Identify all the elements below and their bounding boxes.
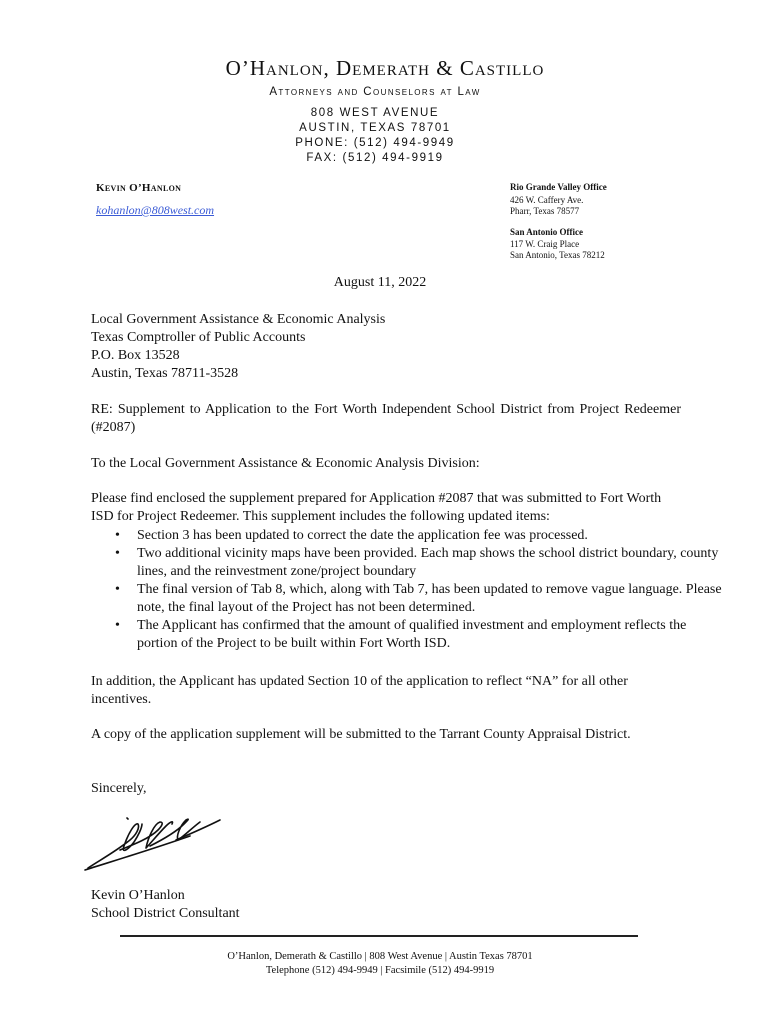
office-rgv-title: Rio Grande Valley Office (510, 182, 607, 192)
recipient-line: Local Government Assistance & Economic Analysis (91, 312, 386, 327)
signer-title: School District Consultant (91, 906, 240, 921)
addition-paragraph: In addition, the Applicant has updated Section 10 of the application to reflect “NA” for all other incentives. (91, 674, 628, 707)
recipient-line: Austin, Texas 78711-3528 (91, 366, 239, 381)
handwritten-signature (80, 810, 230, 875)
office-rgv-street: 426 W. Caffery Ave. (510, 195, 584, 205)
list-item: • The Applicant has confirmed that the amount of qualified investment and employment reflects the portion of the Project to be built within Fort Worth ISD. (137, 617, 727, 653)
salutation: To the Local Government Assistance & Economic Analysis Division: (91, 456, 480, 471)
copy-note-paragraph: A copy of the application supplement will be submitted to the Tarrant County Appraisal District. (91, 727, 631, 742)
closing: Sincerely, (91, 781, 147, 796)
list-item: • The final version of Tab 8, which, along with Tab 7, has been updated to remove vague language. Please note, the final layout of the Project has not been determined. (137, 581, 727, 617)
firm-fax: FAX: (512) 494-9919 (306, 152, 444, 164)
letter-date: August 11, 2022 (333, 275, 427, 290)
firm-subtitle: Attorneys and Counselors at Law (269, 86, 481, 98)
intro-paragraph: Please find enclosed the supplement prepared for Application #2087 that was submitted to Fort Worth ISD for Project Redeemer. This supplement includes the following updated items: (91, 491, 662, 524)
office-sa-city: San Antonio, Texas 78212 (510, 250, 605, 260)
recipient-line: Texas Comptroller of Public Accounts (91, 330, 306, 345)
firm-address-street: 808 WEST AVENUE (310, 107, 440, 119)
signer-name: Kevin O’Hanlon (91, 888, 185, 903)
footer-phone: Telephone (512) 494-9949 | Facsimile (512) 494-9919 (265, 965, 495, 976)
list-item: • Section 3 has been updated to correct the date the application fee was processed. (137, 527, 727, 545)
attorney-name: Kevin O’Hanlon (96, 182, 182, 194)
office-sa-title: San Antonio Office (510, 227, 584, 237)
firm-name: O’Hanlon, Demerath & Castillo (225, 56, 545, 80)
footer-divider (120, 935, 638, 937)
attorney-email-link[interactable]: kohanlon@808west.com (96, 203, 215, 217)
recipient-block (91, 311, 681, 383)
list-item: • Two additional vicinity maps have been provided. Each map shows the school district boundary, county lines, and the reinvestment zone/project boundary (137, 545, 727, 581)
re-line: RE: Supplement to Application to the Fort Worth Independent School District from Project Redeemer (#2087) (91, 402, 681, 435)
updated-items-list (91, 527, 727, 653)
office-sa-street: 117 W. Craig Place (510, 239, 580, 249)
firm-phone: PHONE: (512) 494-9949 (295, 137, 455, 149)
office-rgv-city: Pharr, Texas 78577 (510, 206, 580, 216)
footer-address: O’Hanlon, Demerath & Castillo | 808 West Avenue | Austin Texas 78701 (227, 951, 533, 962)
firm-address-city: AUSTIN, TEXAS 78701 (299, 122, 451, 134)
recipient-line: P.O. Box 13528 (91, 348, 180, 363)
